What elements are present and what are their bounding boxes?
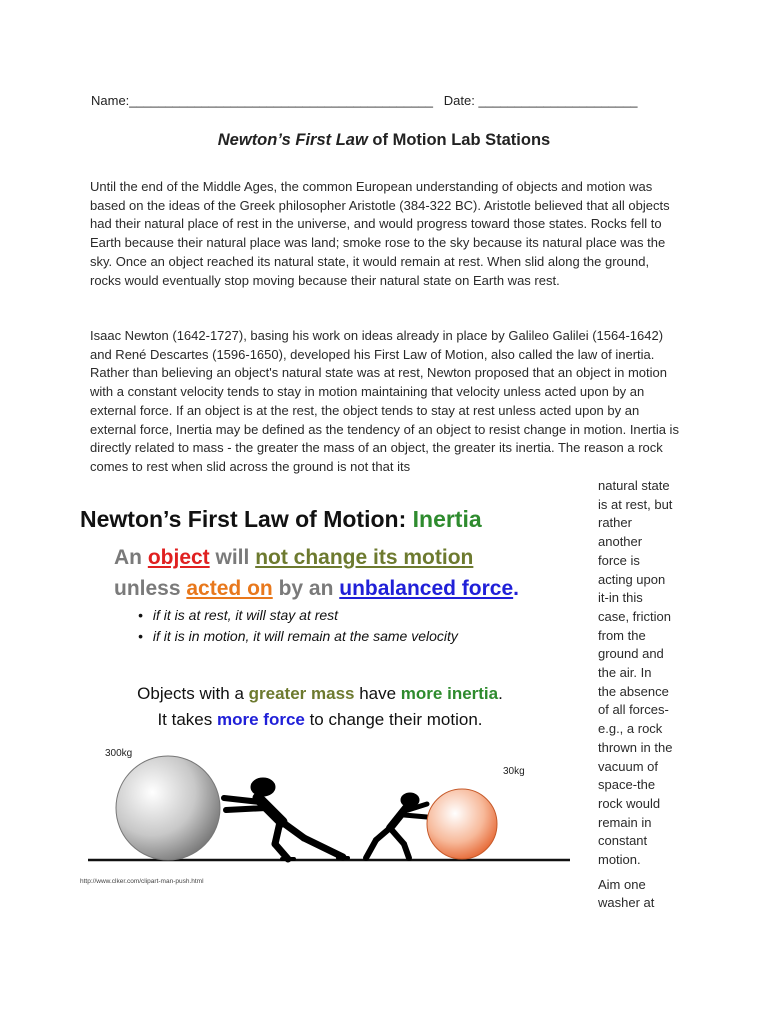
- side-line: another: [598, 534, 643, 550]
- mass-statement-1: Objects with a greater mass have more inertia.: [137, 684, 503, 703]
- side-line: thrown in the: [598, 739, 673, 755]
- title-rest: of Motion Lab Stations: [367, 131, 551, 149]
- bullet-item: • if it is at rest, it will stay at rest: [138, 607, 339, 623]
- infographic-statement-line-1: An object will not change its motion: [114, 546, 474, 569]
- paragraph-newton: Isaac Newton (1642-1727), basing his work on ideas already in place by Galileo Galilei (1564-1642) and René Descartes (1596-1650), developed his First Law of Motion, also called the law of inertia. Rather than believing an object's natural state was at rest, Newton proposed that an object in motion with a constant velocity tends to stay in motion maintaining that velocity unless acted upon by an external force. If an object is at the rest, the object tends to stay at rest unless acted upon by an external force, Inertia may be defined as the tendency of an object to resist change in motion. Inertia is directly related to mass - the greater the mass of an object, the greater its inertia. The reason a rock comes to rest when slid across the ground is not that its: [90, 328, 679, 474]
- light-ball: [427, 789, 497, 859]
- inertia-infographic: [60, 492, 580, 902]
- heavy-mass-label: 300kg: [105, 748, 133, 759]
- paragraph-aristotle: Until the end of the Middle Ages, the common European understanding of objects and motion was based on the ideas of the Greek philosopher Aristotle (384-322 BC). Aristotle believed that all objects had their natural place of rest in the universe, and would progress toward those states. Rocks fell to Earth because their natural place was land; smoke rose to the sky because its natural place was the sky. Once an object reached its natural state, it would remain at rest. When slid along the ground, rocks would eventually stop moving because their natural state on Earth was rest.: [90, 179, 670, 288]
- side-line: the absence: [598, 683, 669, 699]
- header-line: [91, 93, 691, 108]
- side-line: case, friction: [598, 608, 671, 624]
- side-line: ground and: [598, 646, 664, 662]
- date-field-label: Date: ______________________: [443, 93, 638, 108]
- side-line: force is: [598, 552, 640, 568]
- side-text-column: [598, 477, 682, 913]
- side-line: of all forces-: [598, 702, 669, 718]
- side-line: motion.: [598, 852, 641, 868]
- name-field-label: Name:__________________________________________: [91, 93, 433, 108]
- bullet-item: • if it is in motion, it will remain at the same velocity: [138, 628, 458, 644]
- infographic-bullets: [138, 605, 458, 647]
- side-line: vacuum of: [598, 758, 658, 774]
- heavy-ball: [116, 756, 220, 860]
- side-line: Aim one: [598, 876, 646, 892]
- side-line: remain in: [598, 814, 652, 830]
- side-line: rather: [598, 515, 632, 531]
- side-line: from the: [598, 627, 646, 643]
- side-line: rock would: [598, 795, 661, 811]
- page-title: [0, 131, 768, 150]
- side-line: it-in this: [598, 590, 643, 606]
- side-line: constant: [598, 833, 648, 849]
- side-line: acting upon: [598, 571, 666, 587]
- side-line: is at rest, but: [598, 496, 673, 512]
- side-line: e.g., a rock: [598, 721, 663, 737]
- side-line: washer at: [598, 895, 655, 911]
- title-italic: Newton’s First Law: [217, 131, 368, 149]
- infographic-statement-line-2: unless acted on by an unbalanced force.: [114, 577, 519, 600]
- pushing-scene-illustration: [60, 740, 580, 870]
- infographic-title: Newton’s First Law of Motion: Inertia: [80, 506, 482, 532]
- side-line: natural state: [598, 478, 670, 493]
- pusher-figure-large: [224, 778, 348, 859]
- side-line: space-the: [598, 777, 656, 793]
- light-mass-label: 30kg: [503, 766, 525, 777]
- pusher-figure-small: [366, 793, 427, 858]
- side-line: the air. In: [598, 665, 652, 681]
- image-credit: http://www.clker.com/clipart-man-push.html: [80, 878, 204, 885]
- mass-statement-2: It takes more force to change their motion.: [157, 710, 483, 729]
